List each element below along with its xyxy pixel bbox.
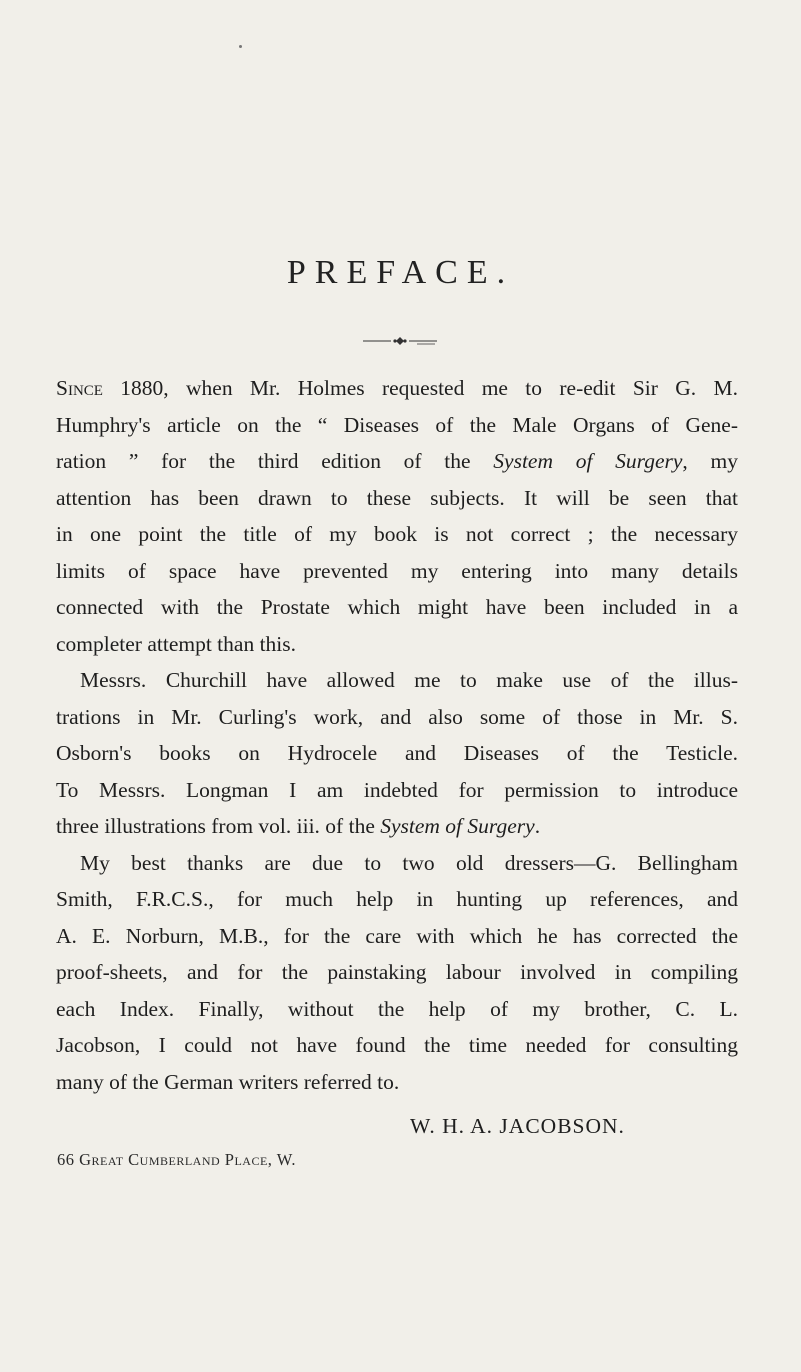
paragraph-3-line-5: each Index. Finally, without the help of my brother, C. L. — [56, 996, 738, 1021]
author-address: 66 Great Cumberland Place, W. — [57, 1150, 296, 1169]
paragraph-2-line-1: Messrs. Churchill have allowed me to make use of the illus- — [80, 668, 738, 692]
italic-book-title: System of Surgery — [493, 449, 683, 473]
paragraph-3-line-3: A. E. Norburn, M.B., for the care with which he has corrected the — [56, 923, 738, 948]
opening-word: Since — [56, 376, 103, 400]
paragraph-2-line-3: Osborn's books on Hydrocele and Diseases of the Testicle. — [56, 741, 738, 765]
paragraph-3-line-7: many of the German writers referred to. — [56, 1069, 400, 1094]
preface-body — [56, 370, 738, 1100]
paragraph-2-line-4: To Messrs. Longman I am indebted for permission to introduce — [56, 777, 738, 802]
paragraph-3-line-4: proof-sheets, and for the painstaking labour involved in compiling — [56, 960, 738, 984]
paragraph-1-line-1: Since 1880, when Mr. Holmes requested me to re-edit Sir G. M. — [56, 376, 738, 400]
paragraph-1-line-4: attention has been drawn to these subjects. It will be seen that — [56, 485, 738, 510]
paragraph-1-line-7: connected with the Prostate which might have been included in a — [56, 595, 738, 619]
page-speck — [239, 45, 242, 48]
paragraph-3-line-2: Smith, F.R.C.S., for much help in hunting up references, and — [56, 887, 738, 911]
paragraph-1-line-5: in one point the title of my book is not correct ; the necessary — [56, 522, 738, 546]
paragraph-3-line-6: Jacobson, I could not have found the time needed for consulting — [56, 1033, 738, 1057]
paragraph-1-line-3: ration ” for the third edition of the System of Surgery, my — [56, 449, 738, 473]
paragraph-2-line-5: three illustrations from vol. iii. of the System of Surgery. — [56, 814, 541, 838]
paragraph-1-line-6: limits of space have prevented my entering into many details — [56, 558, 738, 583]
ornament-divider-icon — [355, 334, 445, 348]
page-title: PREFACE. — [286, 254, 515, 291]
paragraph-1-line-8: completer attempt than this. — [56, 631, 297, 656]
italic-book-title: System of Surgery — [380, 814, 535, 838]
paragraph-1-line-2: Humphry's article on the “ Diseases of the Male Organs of Gene- — [56, 412, 738, 437]
author-signature: W. H. A. JACOBSON. — [410, 1114, 625, 1138]
paragraph-2-line-2: trations in Mr. Curling's work, and also some of those in Mr. S. — [56, 704, 738, 729]
paragraph-3-line-1: My best thanks are due to two old dressers—G. Bellingham — [80, 850, 738, 875]
